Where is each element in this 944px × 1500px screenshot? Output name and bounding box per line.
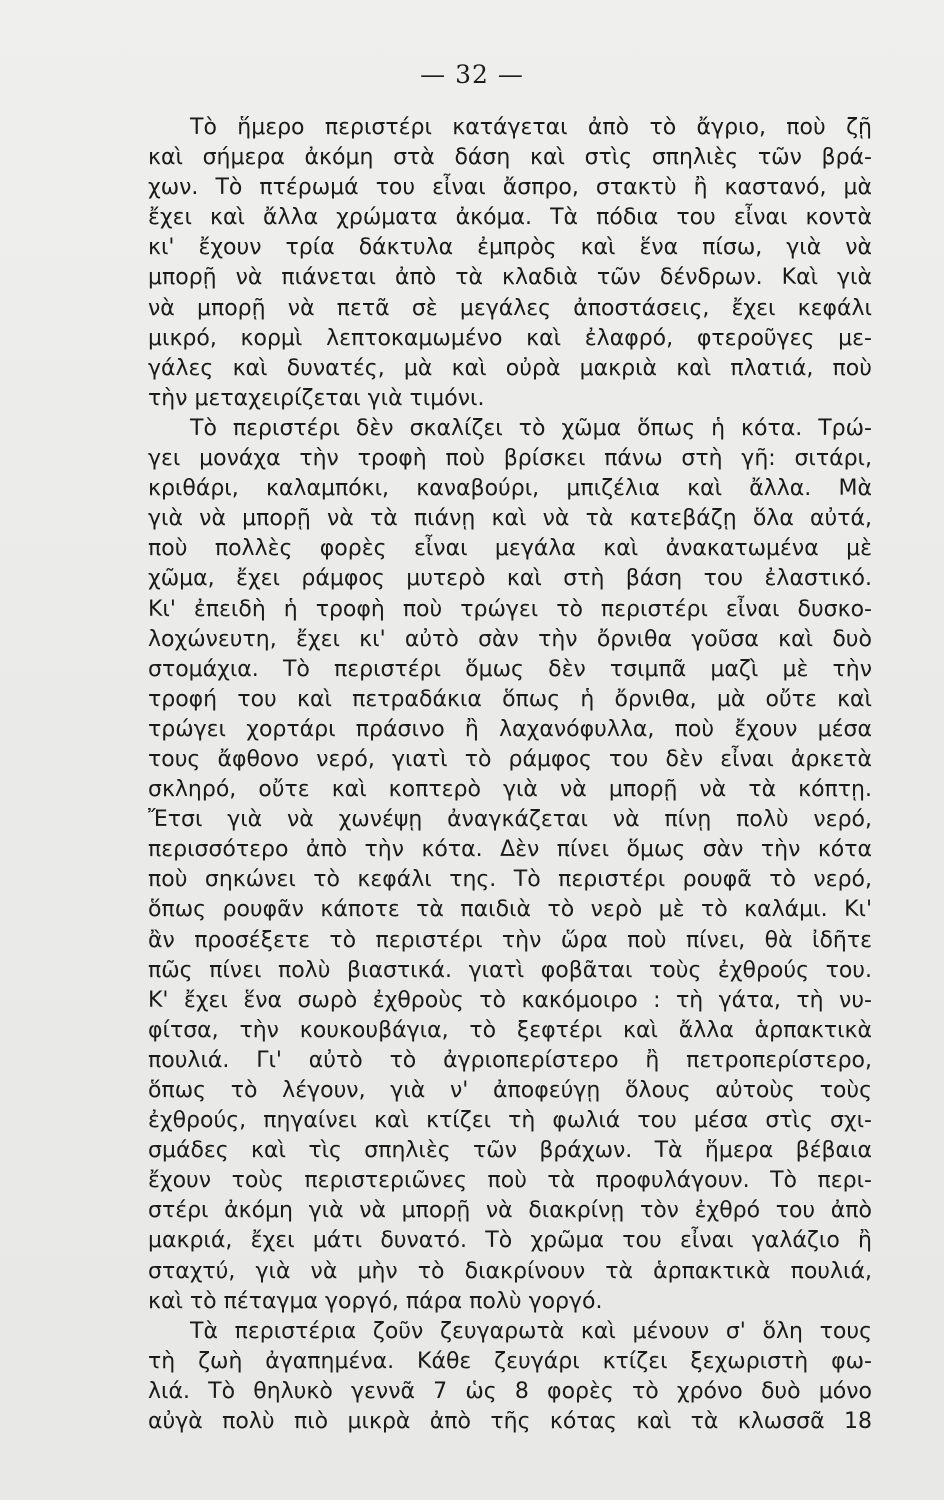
text-line: λοχώνευτη, ἔχει κι' αὐτὸ σὰν τὴν ὄρνιθα γοῦσα καὶ δυὸ — [148, 626, 872, 652]
text-line: γάλες καὶ δυνατές, μὰ καὶ οὐρὰ μακριὰ καὶ πλατιά, ποὺ — [148, 355, 872, 381]
text-line: στομάχια. Τὸ περιστέρι ὅμως δὲν τσιμπᾶ μαζὶ μὲ τὴν — [148, 656, 872, 682]
text-line: ποὺ πολλὲς φορὲς εἶναι μεγάλα καὶ ἀνακατωμένα μὲ — [148, 536, 872, 562]
text-line: ὅπως τὸ λέγουν, γιὰ ν' ἀποφεύγῃ ὅλους αὐτοὺς τοὺς — [148, 1078, 872, 1103]
text-line: τους ἄφθονο νερό, γιατὶ τὸ ράμφος του δὲν εἶναι ἀρκετὰ — [148, 746, 872, 772]
text-line: νὰ μπορῇ νὰ πετᾶ σὲ μεγάλες ἀποστάσεις, ἔχει κεφάλι — [148, 295, 872, 321]
text-line: ἔχει καὶ ἄλλα χρώματα ἀκόμα. Τὰ πόδια του εἶναι κοντὰ — [148, 205, 872, 231]
text-line: Κ' ἔχει ἕνα σωρὸ ἐχθροὺς τὸ κακόμοιρο : τὴ γάτα, τὴ νυ- — [148, 987, 872, 1013]
text-line: ὅπως ρουφᾶν κάποτε τὰ παιδιὰ τὸ νερὸ μὲ τὸ καλάμι. Κι' — [148, 897, 872, 923]
text-line: καὶ σήμερα ἀκόμη στὰ δάση καὶ στὶς σπηλιὲς τῶν βρά- — [148, 145, 872, 171]
text-line: τρώγει χορτάρι πράσινο ἢ λαχανόφυλλα, ποὺ ἔχουν μέσα — [148, 716, 872, 742]
text-line: κι' ἔχουν τρία δάκτυλα ἐμπρὸς καὶ ἕνα πίσω, γιὰ νὰ — [148, 235, 872, 261]
text-line: τὴν μεταχειρίζεται γιὰ τιμόνι. — [148, 385, 485, 411]
text-line: Ἔτσι γιὰ νὰ χωνέψῃ ἀναγκάζεται νὰ πίνῃ πολὺ νερό, — [148, 807, 872, 833]
text-line: σμάδες καὶ τὶς σπηλιὲς τῶν βράχων. Τὰ ἥμερα βέβαια — [148, 1138, 872, 1164]
text-line: μακριά, ἔχει μάτι δυνατό. Τὸ χρῶμα του εἶναι γαλάζιο ἢ — [148, 1228, 872, 1254]
text-line: Τὰ περιστέρια ζοῦν ζευγαρωτὰ καὶ μένουν σ' ὅλη τους — [190, 1318, 872, 1344]
text-line: ἐχθρούς, πηγαίνει καὶ κτίζει τὴ φωλιά του μέσα στὶς σχι- — [148, 1108, 872, 1134]
body-text — [148, 113, 872, 1437]
text-line: αὐγὰ πολὺ πιὸ μικρὰ ἀπὸ τῆς κότας καὶ τὰ κλωσσᾶ 18 — [148, 1409, 872, 1435]
text-line: χῶμα, ἔχει ράμφος μυτερὸ καὶ στὴ βάση του ἐλαστικό. — [148, 566, 872, 592]
text-line: χων. Τὸ πτέρωμά του εἶναι ἄσπρο, στακτὺ ἢ καστανό, μὰ — [148, 175, 872, 201]
text-line: τροφή του καὶ πετραδάκια ὅπως ἡ ὄρνιθα, μὰ οὔτε καὶ — [148, 686, 872, 712]
text-line: κριθάρι, καλαμπόκι, καναβούρι, μπιζέλια καὶ ἄλλα. Μὰ — [148, 476, 872, 502]
text-line: γει μονάχα τὴν τροφὴ ποὺ βρίσκει πάνω στὴ γῆ: σιτάρι, — [148, 446, 872, 472]
text-line: Τὸ ἥμερο περιστέρι κατάγεται ἀπὸ τὸ ἄγριο, ποὺ ζῇ — [190, 115, 872, 140]
text-line: πουλιά. Γι' αὐτὸ τὸ ἀγριοπερίστερο ἢ πετροπερίστερο, — [148, 1047, 872, 1073]
text-line: φίτσα, τὴν κουκουβάγια, τὸ ξεφτέρι καὶ ἄλλα ἁρπακτικὰ — [148, 1017, 872, 1043]
text-line: μικρό, κορμὶ λεπτοκαμωμένο καὶ ἐλαφρό, φτεροῦγες με- — [148, 325, 872, 351]
text-line: λιά. Τὸ θηλυκὸ γεννᾶ 7 ὡς 8 φορὲς τὸ χρόνο δυὸ μόνο — [148, 1378, 872, 1404]
text-line: τὴ ζωὴ ἀγαπημένα. Κάθε ζευγάρι κτίζει ξεχωριστὴ φω- — [148, 1348, 872, 1374]
page-number: — 32 — — [420, 60, 524, 89]
text-line: ποὺ σηκώνει τὸ κεφάλι της. Τὸ περιστέρι ρουφᾶ τὸ νερό, — [148, 867, 872, 893]
text-line: στέρι ἀκόμη γιὰ νὰ μπορῇ νὰ διακρίνῃ τὸν ἐχθρό του ἀπὸ — [148, 1198, 872, 1224]
text-line: περισσότερο ἀπὸ τὴν κότα. Δὲν πίνει ὅμως σὰν τὴν κότα — [148, 837, 872, 863]
text-line: σταχτύ, γιὰ νὰ μὴν τὸ διακρίνουν τὰ ἁρπακτικὰ πουλιά, — [148, 1258, 872, 1284]
text-line: μπορῇ νὰ πιάνεται ἀπὸ τὰ κλαδιὰ τῶν δένδρων. Καὶ γιὰ — [148, 265, 872, 291]
text-line: ἂν προσέξετε τὸ περιστέρι τὴν ὥρα ποὺ πίνει, θὰ ἰδῆτε — [148, 927, 872, 953]
text-line: γιὰ νὰ μπορῇ νὰ τὰ πιάνῃ καὶ νὰ τὰ κατεβάζῃ ὅλα αὐτά, — [148, 506, 872, 532]
text-line: καὶ τὸ πέταγμα γοργό, πάρα πολὺ γοργό. — [148, 1288, 603, 1314]
text-line: σκληρό, οὔτε καὶ κοπτερὸ γιὰ νὰ μπορῇ νὰ τὰ κόπτῃ. — [148, 777, 872, 803]
text-line: πῶς πίνει πολὺ βιαστικά. γιατὶ φοβᾶται τοὺς ἐχθρούς του. — [148, 957, 872, 983]
text-line: Τὸ περιστέρι δὲν σκαλίζει τὸ χῶμα ὅπως ἡ κότα. Τρώ- — [190, 415, 872, 441]
text-line: ἔχουν τοὺς περιστεριῶνες ποὺ τὰ προφυλάγουν. Τὸ περι- — [148, 1168, 872, 1194]
text-line: Κι' ἐπειδὴ ἡ τροφὴ ποὺ τρώγει τὸ περιστέρι εἶναι δυσκο- — [148, 596, 872, 622]
